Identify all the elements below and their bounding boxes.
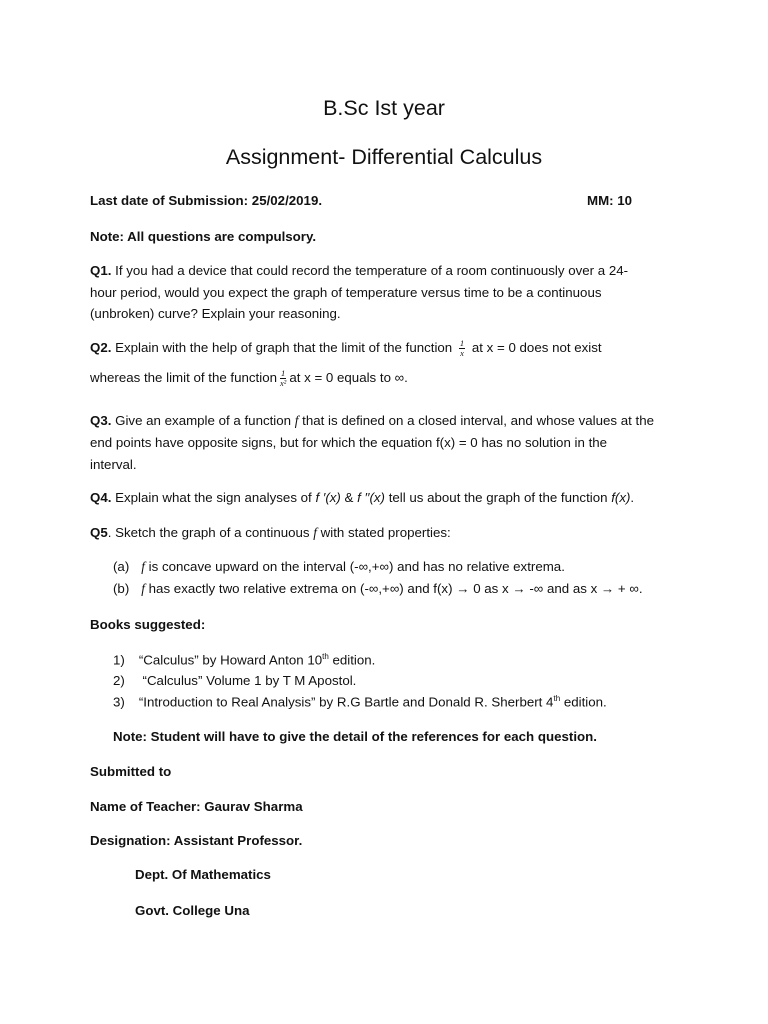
books-heading: Books suggested: <box>90 617 206 632</box>
q5-item-b: (b) f has exactly two relative extrema on (-∞,+∞) and f(x) → 0 as x → -∞ and as x → + ∞. <box>113 581 643 596</box>
q5-item-a: (a) f is concave upward on the interval (-∞,+∞) and has no relative extrema. <box>113 559 565 574</box>
references-note: Note: Student will have to give the detail of the references for each question. <box>113 729 597 744</box>
department: Dept. Of Mathematics <box>135 867 271 882</box>
teacher-name: Name of Teacher: Gaurav Sharma <box>90 799 303 814</box>
q4-line: Q4. Explain what the sign analyses of f ′(x) & f ′′(x) tell us about the graph of the function f(x). <box>90 490 635 505</box>
q1-label: Q1. <box>90 263 112 278</box>
q2-label: Q2. <box>90 340 112 356</box>
q2-line-2: whereas the limit of the function $\frac{1}{\text{x²}}$ at x = 0 equals to ∞. <box>90 368 408 388</box>
q1-line-3: (unbroken) curve? Explain your reasoning. <box>90 306 341 321</box>
q1-line-1: Q1. If you had a device that could record the temperature of a room continuously over a 24- <box>90 263 629 278</box>
q3-line-3: interval. <box>90 457 137 472</box>
q3-label: Q3. <box>90 413 112 428</box>
document-title: B.Sc Ist year <box>323 96 445 120</box>
fraction-one-over-x-squared: $\frac{1}{\text{x²}}$ <box>280 368 287 388</box>
submitted-to: Submitted to <box>90 764 172 779</box>
q3-line-1: Q3. Give an example of a function f that is defined on a closed interval, and whose values at the <box>90 413 655 428</box>
college-name: Govt. College Una <box>135 903 250 918</box>
q5-label: Q5 <box>90 525 108 540</box>
general-note: Note: All questions are compulsory. <box>90 229 317 244</box>
document-subtitle: Assignment- Differential Calculus <box>225 145 543 169</box>
book-item: 2) “Calculus” Volume 1 by T M Apostol. <box>113 673 357 688</box>
q2-line-1: Q2. Explain with the help of graph that the limit of the function $\frac{1}{x}$ at x = 0 does not exist <box>90 338 602 358</box>
q4-label: Q4. <box>90 490 112 505</box>
submission-date: Last date of Submission: 25/02/2019. <box>90 193 323 208</box>
fraction-one-over-x: $\frac{1}{x}$ <box>459 338 465 358</box>
q1-line-2: hour period, would you expect the graph of temperature versus time to be a continuous <box>90 285 602 300</box>
book-item: 1) “Calculus” by Howard Anton 10th edition. <box>113 652 376 668</box>
q5-line: Q5. Sketch the graph of a continuous f with stated properties: <box>90 525 451 540</box>
max-marks: MM: 10 <box>587 193 633 208</box>
book-item: 3) “Introduction to Real Analysis” by R.G Bartle and Donald R. Sherbert 4th edition. <box>113 694 607 710</box>
q3-line-2: end points have opposite signs, but for which the equation f(x) = 0 has no solution in the <box>90 435 608 450</box>
designation: Designation: Assistant Professor. <box>90 833 303 848</box>
